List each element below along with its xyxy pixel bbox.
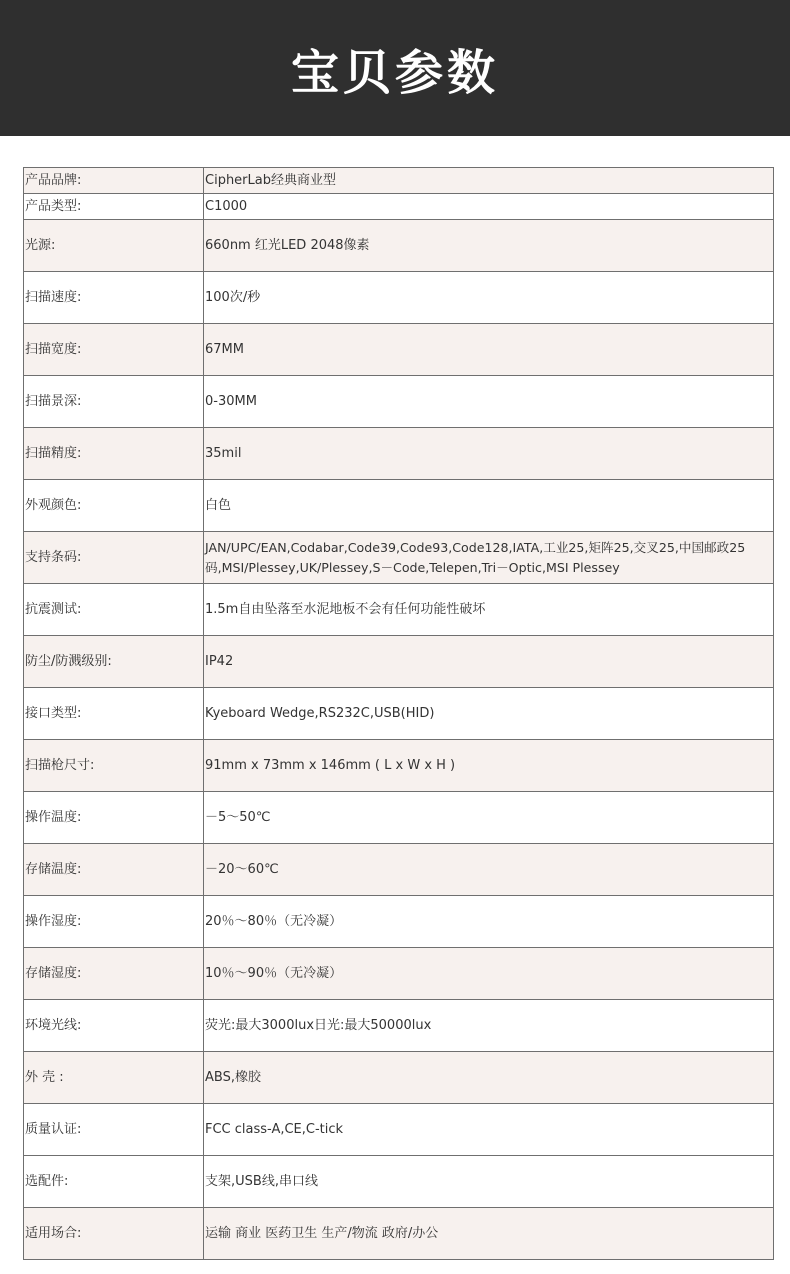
- spec-value: －5～50℃: [204, 792, 774, 844]
- spec-value: 35mil: [204, 428, 774, 480]
- spec-value: 100次/秒: [204, 272, 774, 324]
- spec-value: 运输 商业 医药卫生 生产/物流 政府/办公: [204, 1208, 774, 1260]
- spec-label: 选配件:: [24, 1156, 204, 1208]
- spec-value: CipherLab经典商业型: [204, 168, 774, 194]
- spec-row-operating-temp: [24, 792, 774, 844]
- spec-value: 20％～80％（无冷凝）: [204, 896, 774, 948]
- page-title: 宝贝参数: [290, 44, 499, 101]
- spec-label: 扫描枪尺寸:: [24, 740, 204, 792]
- spec-value: 支架,USB线,串口线: [204, 1156, 774, 1208]
- spec-label: 扫描速度:: [24, 272, 204, 324]
- spec-row-drop-test: [24, 584, 774, 636]
- spec-row-scan-width: [24, 324, 774, 376]
- spec-value: IP42: [204, 636, 774, 688]
- spec-value: Kyeboard Wedge,RS232C,USB(HID): [204, 688, 774, 740]
- spec-row-precision: [24, 428, 774, 480]
- spec-label: 扫描宽度:: [24, 324, 204, 376]
- spec-row-color: [24, 480, 774, 532]
- spec-label: 操作湿度:: [24, 896, 204, 948]
- spec-label: 扫描精度:: [24, 428, 204, 480]
- header-banner: [0, 0, 790, 136]
- spec-value: JAN/UPC/EAN,Codabar,Code39,Code93,Code128,IATA,工业25,矩阵25,交叉25,中国邮政25码,MSI/Plessey,UK/Plessey,S－Code,Telepen,Tri－Optic,MSI Plessey: [204, 532, 774, 584]
- spec-row-type: [24, 194, 774, 220]
- spec-label: 外观颜色:: [24, 480, 204, 532]
- spec-value: 1.5m自由坠落至水泥地板不会有任何功能性破坏: [204, 584, 774, 636]
- spec-row-certification: [24, 1104, 774, 1156]
- spec-label: 支持条码:: [24, 532, 204, 584]
- spec-value: 0-30MM: [204, 376, 774, 428]
- spec-row-operating-humidity: [24, 896, 774, 948]
- spec-row-applications: [24, 1208, 774, 1260]
- spec-value: 10％～90％（无冷凝）: [204, 948, 774, 1000]
- spec-label: 产品类型:: [24, 194, 204, 220]
- spec-value: 660nm 红光LED 2048像素: [204, 220, 774, 272]
- spec-row-ip-rating: [24, 636, 774, 688]
- spec-label: 外 壳 :: [24, 1052, 204, 1104]
- spec-label: 操作温度:: [24, 792, 204, 844]
- spec-row-dimensions: [24, 740, 774, 792]
- spec-label: 防尘/防溅级别:: [24, 636, 204, 688]
- spec-row-depth-of-field: [24, 376, 774, 428]
- spec-value: －20～60℃: [204, 844, 774, 896]
- spec-row-light-source: [24, 220, 774, 272]
- spec-row-interface: [24, 688, 774, 740]
- spec-value: 荧光:最大3000lux日光:最大50000lux: [204, 1000, 774, 1052]
- spec-row-housing: [24, 1052, 774, 1104]
- spec-label: 扫描景深:: [24, 376, 204, 428]
- spec-value: 91mm x 73mm x 146mm ( L x W x H ): [204, 740, 774, 792]
- spec-label: 适用场合:: [24, 1208, 204, 1260]
- spec-table: [23, 167, 774, 1260]
- spec-label: 存储温度:: [24, 844, 204, 896]
- spec-value: C1000: [204, 194, 774, 220]
- spec-value: FCC class-A,CE,C-tick: [204, 1104, 774, 1156]
- spec-label: 质量认证:: [24, 1104, 204, 1156]
- spec-row-brand: [24, 168, 774, 194]
- spec-row-accessories: [24, 1156, 774, 1208]
- spec-row-ambient-light: [24, 1000, 774, 1052]
- spec-label: 环境光线:: [24, 1000, 204, 1052]
- spec-label: 光源:: [24, 220, 204, 272]
- spec-row-barcodes: [24, 532, 774, 584]
- spec-label: 产品品牌:: [24, 168, 204, 194]
- spec-label: 接口类型:: [24, 688, 204, 740]
- spec-value: 67MM: [204, 324, 774, 376]
- spec-value: 白色: [204, 480, 774, 532]
- spec-row-scan-speed: [24, 272, 774, 324]
- spec-row-storage-temp: [24, 844, 774, 896]
- spec-row-storage-humidity: [24, 948, 774, 1000]
- spec-label: 存储湿度:: [24, 948, 204, 1000]
- spec-label: 抗震测试:: [24, 584, 204, 636]
- spec-value: ABS,橡胶: [204, 1052, 774, 1104]
